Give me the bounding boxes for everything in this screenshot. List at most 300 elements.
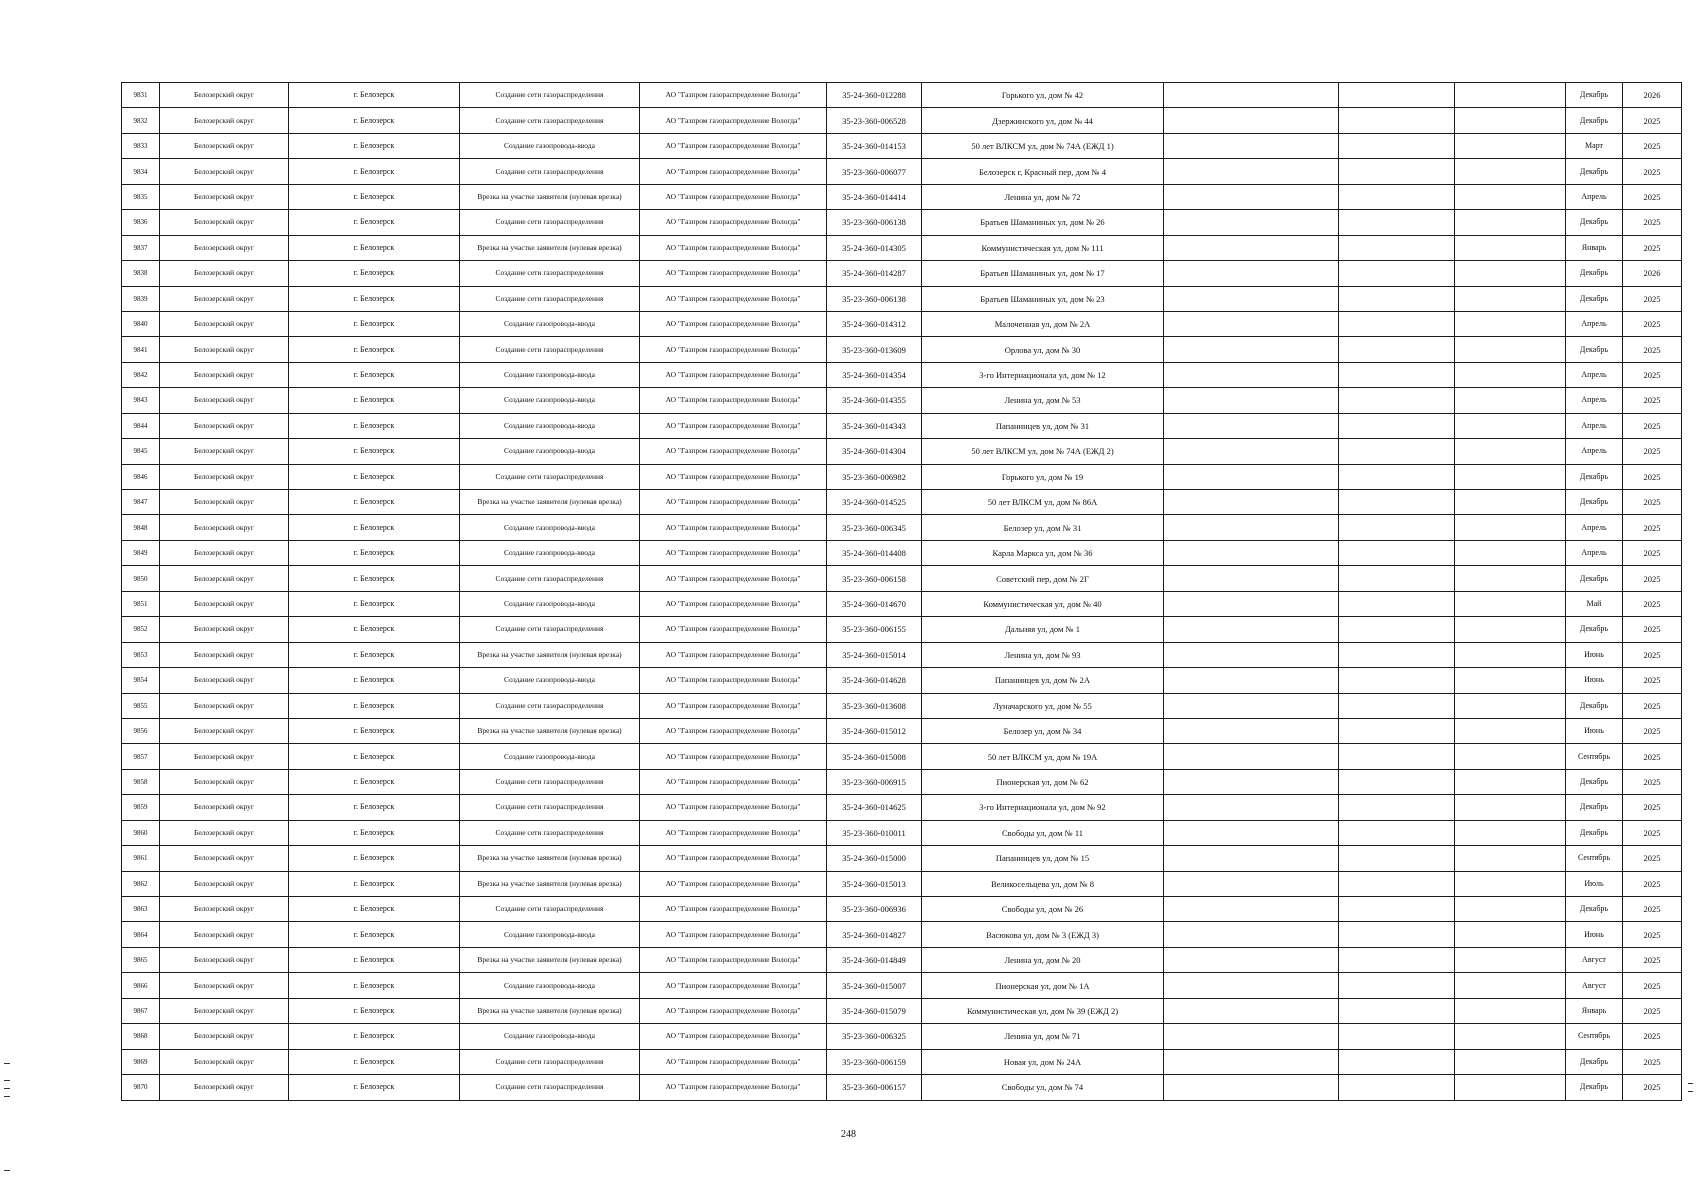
year-cell: 2025 — [1623, 311, 1682, 336]
empty-cell — [1455, 108, 1566, 133]
work-type-cell: Создание газопровода-ввода — [460, 388, 640, 413]
year-cell: 2025 — [1623, 897, 1682, 922]
cadastral-number-cell: 35-23-360-006325 — [827, 1024, 922, 1049]
empty-cell — [1339, 998, 1455, 1023]
empty-cell — [1339, 947, 1455, 972]
year-cell: 2025 — [1623, 1075, 1682, 1100]
empty-cell — [1455, 210, 1566, 235]
town-cell: г. Белозерск — [289, 413, 460, 438]
empty-cell — [1455, 159, 1566, 184]
margin-mark — [4, 1096, 10, 1097]
cadastral-number-cell: 35-23-360-006158 — [827, 566, 922, 591]
empty-cell — [1164, 388, 1339, 413]
table-row — [122, 235, 1682, 260]
town-cell: г. Белозерск — [289, 1024, 460, 1049]
empty-cell — [1164, 83, 1339, 108]
margin-mark — [4, 1088, 10, 1089]
cadastral-number-cell: 35-24-360-014355 — [827, 388, 922, 413]
year-cell: 2025 — [1623, 159, 1682, 184]
table-row — [122, 413, 1682, 438]
work-type-cell: Создание газопровода-ввода — [460, 311, 640, 336]
empty-cell — [1164, 897, 1339, 922]
address-cell: Папанинцев ул, дом № 2А — [922, 668, 1164, 693]
district-cell: Белозерский округ — [160, 871, 289, 896]
address-cell: 50 лет ВЛКСМ ул, дом № 74А (ЕЖД 1) — [922, 133, 1164, 158]
empty-cell — [1164, 871, 1339, 896]
cadastral-number-cell: 35-23-360-006155 — [827, 617, 922, 642]
row-number: 9862 — [122, 871, 160, 896]
empty-cell — [1164, 1075, 1339, 1100]
address-cell: 50 лет ВЛКСМ ул, дом № 19А — [922, 744, 1164, 769]
empty-cell — [1164, 973, 1339, 998]
month-cell: Декабрь — [1566, 693, 1623, 718]
year-cell: 2025 — [1623, 1049, 1682, 1074]
year-cell: 2025 — [1623, 744, 1682, 769]
empty-cell — [1455, 184, 1566, 209]
year-cell: 2025 — [1623, 693, 1682, 718]
district-cell: Белозерский округ — [160, 337, 289, 362]
month-cell: Декабрь — [1566, 83, 1623, 108]
district-cell: Белозерский округ — [160, 693, 289, 718]
empty-cell — [1339, 718, 1455, 743]
table-row — [122, 998, 1682, 1023]
empty-cell — [1164, 337, 1339, 362]
address-cell: Орлова ул, дом № 30 — [922, 337, 1164, 362]
empty-cell — [1455, 591, 1566, 616]
row-number: 9865 — [122, 947, 160, 972]
year-cell: 2025 — [1623, 184, 1682, 209]
table-row — [122, 718, 1682, 743]
organization-cell: АО "Газпром газораспределение Вологда" — [640, 922, 827, 947]
empty-cell — [1455, 769, 1566, 794]
month-cell: Апрель — [1566, 439, 1623, 464]
row-number: 9851 — [122, 591, 160, 616]
address-cell: Коммунистическая ул, дом № 40 — [922, 591, 1164, 616]
cadastral-number-cell: 35-24-360-014153 — [827, 133, 922, 158]
month-cell: Апрель — [1566, 388, 1623, 413]
town-cell: г. Белозерск — [289, 744, 460, 769]
organization-cell: АО "Газпром газораспределение Вологда" — [640, 718, 827, 743]
work-type-cell: Врезка на участке заявителя (нулевая врезка) — [460, 846, 640, 871]
row-number: 9863 — [122, 897, 160, 922]
table-row — [122, 1075, 1682, 1100]
empty-cell — [1339, 591, 1455, 616]
row-number: 9869 — [122, 1049, 160, 1074]
row-number: 9870 — [122, 1075, 160, 1100]
cadastral-number-cell: 35-24-360-014827 — [827, 922, 922, 947]
address-cell: Луначарского ул, дом № 55 — [922, 693, 1164, 718]
town-cell: г. Белозерск — [289, 235, 460, 260]
organization-cell: АО "Газпром газораспределение Вологда" — [640, 947, 827, 972]
empty-cell — [1339, 566, 1455, 591]
table-row — [122, 642, 1682, 667]
empty-cell — [1339, 286, 1455, 311]
row-number: 9857 — [122, 744, 160, 769]
cadastral-number-cell: 35-23-360-006936 — [827, 897, 922, 922]
empty-cell — [1339, 1024, 1455, 1049]
row-number: 9855 — [122, 693, 160, 718]
address-cell: Новая ул, дом № 24А — [922, 1049, 1164, 1074]
cadastral-number-cell: 35-24-360-014628 — [827, 668, 922, 693]
town-cell: г. Белозерск — [289, 83, 460, 108]
month-cell: Сентябрь — [1566, 744, 1623, 769]
district-cell: Белозерский округ — [160, 388, 289, 413]
empty-cell — [1339, 184, 1455, 209]
work-type-cell: Создание сети газораспределения — [460, 261, 640, 286]
empty-cell — [1164, 439, 1339, 464]
empty-cell — [1164, 795, 1339, 820]
town-cell: г. Белозерск — [289, 311, 460, 336]
month-cell: Июль — [1566, 871, 1623, 896]
cadastral-number-cell: 35-23-360-006915 — [827, 769, 922, 794]
cadastral-number-cell: 35-24-360-012288 — [827, 83, 922, 108]
empty-cell — [1455, 490, 1566, 515]
row-number: 9831 — [122, 83, 160, 108]
empty-cell — [1164, 617, 1339, 642]
district-cell: Белозерский округ — [160, 210, 289, 235]
cadastral-number-cell: 35-23-360-010011 — [827, 820, 922, 845]
empty-cell — [1455, 846, 1566, 871]
town-cell: г. Белозерск — [289, 871, 460, 896]
empty-cell — [1339, 83, 1455, 108]
margin-mark — [1688, 1091, 1693, 1092]
district-cell: Белозерский округ — [160, 515, 289, 540]
row-number: 9842 — [122, 362, 160, 387]
month-cell: Декабрь — [1566, 566, 1623, 591]
table-row — [122, 464, 1682, 489]
empty-cell — [1339, 642, 1455, 667]
table-row — [122, 871, 1682, 896]
work-type-cell: Врезка на участке заявителя (нулевая врезка) — [460, 235, 640, 260]
empty-cell — [1164, 998, 1339, 1023]
empty-cell — [1164, 464, 1339, 489]
empty-cell — [1339, 897, 1455, 922]
cadastral-number-cell: 35-24-360-014408 — [827, 540, 922, 565]
organization-cell: АО "Газпром газораспределение Вологда" — [640, 846, 827, 871]
table-row — [122, 1049, 1682, 1074]
table-row — [122, 566, 1682, 591]
organization-cell: АО "Газпром газораспределение Вологда" — [640, 693, 827, 718]
address-cell: Горького ул, дом № 19 — [922, 464, 1164, 489]
district-cell: Белозерский округ — [160, 1024, 289, 1049]
month-cell: Апрель — [1566, 413, 1623, 438]
work-type-cell: Врезка на участке заявителя (нулевая врезка) — [460, 718, 640, 743]
cadastral-number-cell: 35-23-360-006077 — [827, 159, 922, 184]
empty-cell — [1339, 1075, 1455, 1100]
empty-cell — [1164, 261, 1339, 286]
empty-cell — [1339, 1049, 1455, 1074]
month-cell: Май — [1566, 591, 1623, 616]
empty-cell — [1455, 668, 1566, 693]
empty-cell — [1164, 1049, 1339, 1074]
work-type-cell: Врезка на участке заявителя (нулевая врезка) — [460, 642, 640, 667]
organization-cell: АО "Газпром газораспределение Вологда" — [640, 413, 827, 438]
organization-cell: АО "Газпром газораспределение Вологда" — [640, 795, 827, 820]
district-cell: Белозерский округ — [160, 439, 289, 464]
empty-cell — [1339, 337, 1455, 362]
table-row — [122, 210, 1682, 235]
work-type-cell: Создание сети газораспределения — [460, 159, 640, 184]
address-cell: Пионерская ул, дом № 62 — [922, 769, 1164, 794]
address-cell: Свободы ул, дом № 26 — [922, 897, 1164, 922]
year-cell: 2025 — [1623, 515, 1682, 540]
year-cell: 2025 — [1623, 769, 1682, 794]
cadastral-number-cell: 35-24-360-014525 — [827, 490, 922, 515]
empty-cell — [1455, 744, 1566, 769]
organization-cell: АО "Газпром газораспределение Вологда" — [640, 668, 827, 693]
organization-cell: АО "Газпром газораспределение Вологда" — [640, 566, 827, 591]
empty-cell — [1339, 439, 1455, 464]
empty-cell — [1164, 566, 1339, 591]
town-cell: г. Белозерск — [289, 947, 460, 972]
empty-cell — [1339, 846, 1455, 871]
work-type-cell: Создание газопровода-ввода — [460, 973, 640, 998]
month-cell: Декабрь — [1566, 617, 1623, 642]
organization-cell: АО "Газпром газораспределение Вологда" — [640, 311, 827, 336]
table-body — [122, 83, 1682, 1101]
empty-cell — [1339, 515, 1455, 540]
district-cell: Белозерский округ — [160, 261, 289, 286]
address-cell: Карла Маркса ул, дом № 36 — [922, 540, 1164, 565]
empty-cell — [1164, 490, 1339, 515]
address-cell: 50 лет ВЛКСМ ул, дом № 86А — [922, 490, 1164, 515]
month-cell: Июнь — [1566, 922, 1623, 947]
address-cell: Великосельцева ул, дом № 8 — [922, 871, 1164, 896]
year-cell: 2025 — [1623, 133, 1682, 158]
year-cell: 2026 — [1623, 83, 1682, 108]
work-type-cell: Врезка на участке заявителя (нулевая врезка) — [460, 871, 640, 896]
empty-cell — [1164, 184, 1339, 209]
table-row — [122, 515, 1682, 540]
empty-cell — [1339, 668, 1455, 693]
district-cell: Белозерский округ — [160, 947, 289, 972]
row-number: 9845 — [122, 439, 160, 464]
cadastral-number-cell: 35-24-360-014354 — [827, 362, 922, 387]
row-number: 9834 — [122, 159, 160, 184]
empty-cell — [1455, 413, 1566, 438]
month-cell: Апрель — [1566, 184, 1623, 209]
cadastral-number-cell: 35-24-360-014414 — [827, 184, 922, 209]
empty-cell — [1455, 973, 1566, 998]
table-row — [122, 388, 1682, 413]
empty-cell — [1455, 566, 1566, 591]
row-number: 9852 — [122, 617, 160, 642]
address-cell: 3-го Интернационала ул, дом № 92 — [922, 795, 1164, 820]
empty-cell — [1455, 693, 1566, 718]
year-cell: 2025 — [1623, 617, 1682, 642]
empty-cell — [1164, 668, 1339, 693]
town-cell: г. Белозерск — [289, 286, 460, 311]
year-cell: 2025 — [1623, 108, 1682, 133]
work-type-cell: Создание сети газораспределения — [460, 693, 640, 718]
empty-cell — [1455, 617, 1566, 642]
table-row — [122, 668, 1682, 693]
empty-cell — [1455, 235, 1566, 260]
organization-cell: АО "Газпром газораспределение Вологда" — [640, 286, 827, 311]
year-cell: 2025 — [1623, 820, 1682, 845]
table-row — [122, 490, 1682, 515]
year-cell: 2025 — [1623, 718, 1682, 743]
month-cell: Апрель — [1566, 311, 1623, 336]
organization-cell: АО "Газпром газораспределение Вологда" — [640, 744, 827, 769]
empty-cell — [1164, 922, 1339, 947]
empty-cell — [1339, 108, 1455, 133]
work-type-cell: Врезка на участке заявителя (нулевая врезка) — [460, 998, 640, 1023]
district-cell: Белозерский округ — [160, 820, 289, 845]
row-number: 9858 — [122, 769, 160, 794]
town-cell: г. Белозерск — [289, 642, 460, 667]
town-cell: г. Белозерск — [289, 388, 460, 413]
empty-cell — [1339, 388, 1455, 413]
cadastral-number-cell: 35-23-360-006528 — [827, 108, 922, 133]
town-cell: г. Белозерск — [289, 490, 460, 515]
work-type-cell: Создание газопровода-ввода — [460, 744, 640, 769]
cadastral-number-cell: 35-24-360-015000 — [827, 846, 922, 871]
row-number: 9860 — [122, 820, 160, 845]
work-type-cell: Создание сети газораспределения — [460, 108, 640, 133]
empty-cell — [1164, 820, 1339, 845]
year-cell: 2026 — [1623, 261, 1682, 286]
table-row — [122, 311, 1682, 336]
empty-cell — [1164, 286, 1339, 311]
organization-cell: АО "Газпром газораспределение Вологда" — [640, 1075, 827, 1100]
empty-cell — [1455, 515, 1566, 540]
empty-cell — [1339, 922, 1455, 947]
empty-cell — [1164, 693, 1339, 718]
address-cell: Свободы ул, дом № 74 — [922, 1075, 1164, 1100]
table-row — [122, 973, 1682, 998]
town-cell: г. Белозерск — [289, 973, 460, 998]
row-number: 9844 — [122, 413, 160, 438]
empty-cell — [1339, 769, 1455, 794]
month-cell: Июнь — [1566, 668, 1623, 693]
empty-cell — [1339, 795, 1455, 820]
organization-cell: АО "Газпром газораспределение Вологда" — [640, 337, 827, 362]
district-cell: Белозерский округ — [160, 286, 289, 311]
address-cell: Дальняя ул, дом № 1 — [922, 617, 1164, 642]
cadastral-number-cell: 35-24-360-014625 — [827, 795, 922, 820]
row-number: 9859 — [122, 795, 160, 820]
month-cell: Декабрь — [1566, 210, 1623, 235]
district-cell: Белозерский округ — [160, 795, 289, 820]
row-number: 9847 — [122, 490, 160, 515]
empty-cell — [1455, 897, 1566, 922]
town-cell: г. Белозерск — [289, 846, 460, 871]
empty-cell — [1164, 235, 1339, 260]
month-cell: Июнь — [1566, 642, 1623, 667]
town-cell: г. Белозерск — [289, 566, 460, 591]
town-cell: г. Белозерск — [289, 1075, 460, 1100]
month-cell: Август — [1566, 947, 1623, 972]
empty-cell — [1339, 617, 1455, 642]
district-cell: Белозерский округ — [160, 108, 289, 133]
address-cell: Ленина ул, дом № 53 — [922, 388, 1164, 413]
organization-cell: АО "Газпром газораспределение Вологда" — [640, 897, 827, 922]
year-cell: 2025 — [1623, 795, 1682, 820]
year-cell: 2025 — [1623, 210, 1682, 235]
cadastral-number-cell: 35-24-360-015008 — [827, 744, 922, 769]
month-cell: Декабрь — [1566, 286, 1623, 311]
district-cell: Белозерский округ — [160, 464, 289, 489]
organization-cell: АО "Газпром газораспределение Вологда" — [640, 973, 827, 998]
month-cell: Март — [1566, 133, 1623, 158]
empty-cell — [1164, 413, 1339, 438]
address-cell: Ленина ул, дом № 20 — [922, 947, 1164, 972]
cadastral-number-cell: 35-24-360-015013 — [827, 871, 922, 896]
table-row — [122, 337, 1682, 362]
empty-cell — [1339, 159, 1455, 184]
year-cell: 2025 — [1623, 871, 1682, 896]
organization-cell: АО "Газпром газораспределение Вологда" — [640, 515, 827, 540]
year-cell: 2025 — [1623, 362, 1682, 387]
town-cell: г. Белозерск — [289, 617, 460, 642]
organization-cell: АО "Газпром газораспределение Вологда" — [640, 642, 827, 667]
year-cell: 2025 — [1623, 1024, 1682, 1049]
year-cell: 2025 — [1623, 922, 1682, 947]
empty-cell — [1339, 464, 1455, 489]
address-cell: Малоченная ул, дом № 2А — [922, 311, 1164, 336]
address-cell: Белозер ул, дом № 34 — [922, 718, 1164, 743]
cadastral-number-cell: 35-23-360-006982 — [827, 464, 922, 489]
cadastral-number-cell: 35-23-360-006157 — [827, 1075, 922, 1100]
empty-cell — [1455, 871, 1566, 896]
address-cell: Дзержинского ул, дом № 44 — [922, 108, 1164, 133]
district-cell: Белозерский округ — [160, 159, 289, 184]
month-cell: Декабрь — [1566, 820, 1623, 845]
year-cell: 2025 — [1623, 566, 1682, 591]
empty-cell — [1339, 540, 1455, 565]
cadastral-number-cell: 35-23-360-013609 — [827, 337, 922, 362]
table-row — [122, 846, 1682, 871]
organization-cell: АО "Газпром газораспределение Вологда" — [640, 871, 827, 896]
organization-cell: АО "Газпром газораспределение Вологда" — [640, 617, 827, 642]
address-cell: Братьев Шаманиных ул, дом № 17 — [922, 261, 1164, 286]
empty-cell — [1455, 286, 1566, 311]
address-cell: Васюкова ул, дом № 3 (ЕЖД 3) — [922, 922, 1164, 947]
empty-cell — [1455, 820, 1566, 845]
table-row — [122, 261, 1682, 286]
year-cell: 2025 — [1623, 235, 1682, 260]
empty-cell — [1164, 210, 1339, 235]
district-cell: Белозерский округ — [160, 973, 289, 998]
work-type-cell: Создание газопровода-ввода — [460, 439, 640, 464]
empty-cell — [1455, 1075, 1566, 1100]
organization-cell: АО "Газпром газораспределение Вологда" — [640, 133, 827, 158]
row-number: 9832 — [122, 108, 160, 133]
empty-cell — [1164, 515, 1339, 540]
month-cell: Апрель — [1566, 540, 1623, 565]
organization-cell: АО "Газпром газораспределение Вологда" — [640, 769, 827, 794]
margin-mark — [4, 1080, 10, 1081]
empty-cell — [1455, 922, 1566, 947]
empty-cell — [1455, 947, 1566, 972]
address-cell: Папанинцев ул, дом № 31 — [922, 413, 1164, 438]
town-cell: г. Белозерск — [289, 464, 460, 489]
month-cell: Декабрь — [1566, 490, 1623, 515]
empty-cell — [1455, 311, 1566, 336]
address-cell: Коммунистическая ул, дом № 111 — [922, 235, 1164, 260]
month-cell: Декабрь — [1566, 1075, 1623, 1100]
empty-cell — [1455, 642, 1566, 667]
organization-cell: АО "Газпром газораспределение Вологда" — [640, 591, 827, 616]
district-cell: Белозерский округ — [160, 744, 289, 769]
town-cell: г. Белозерск — [289, 540, 460, 565]
organization-cell: АО "Газпром газораспределение Вологда" — [640, 820, 827, 845]
month-cell: Апрель — [1566, 362, 1623, 387]
year-cell: 2025 — [1623, 490, 1682, 515]
table-row — [122, 591, 1682, 616]
cadastral-number-cell: 35-24-360-015012 — [827, 718, 922, 743]
